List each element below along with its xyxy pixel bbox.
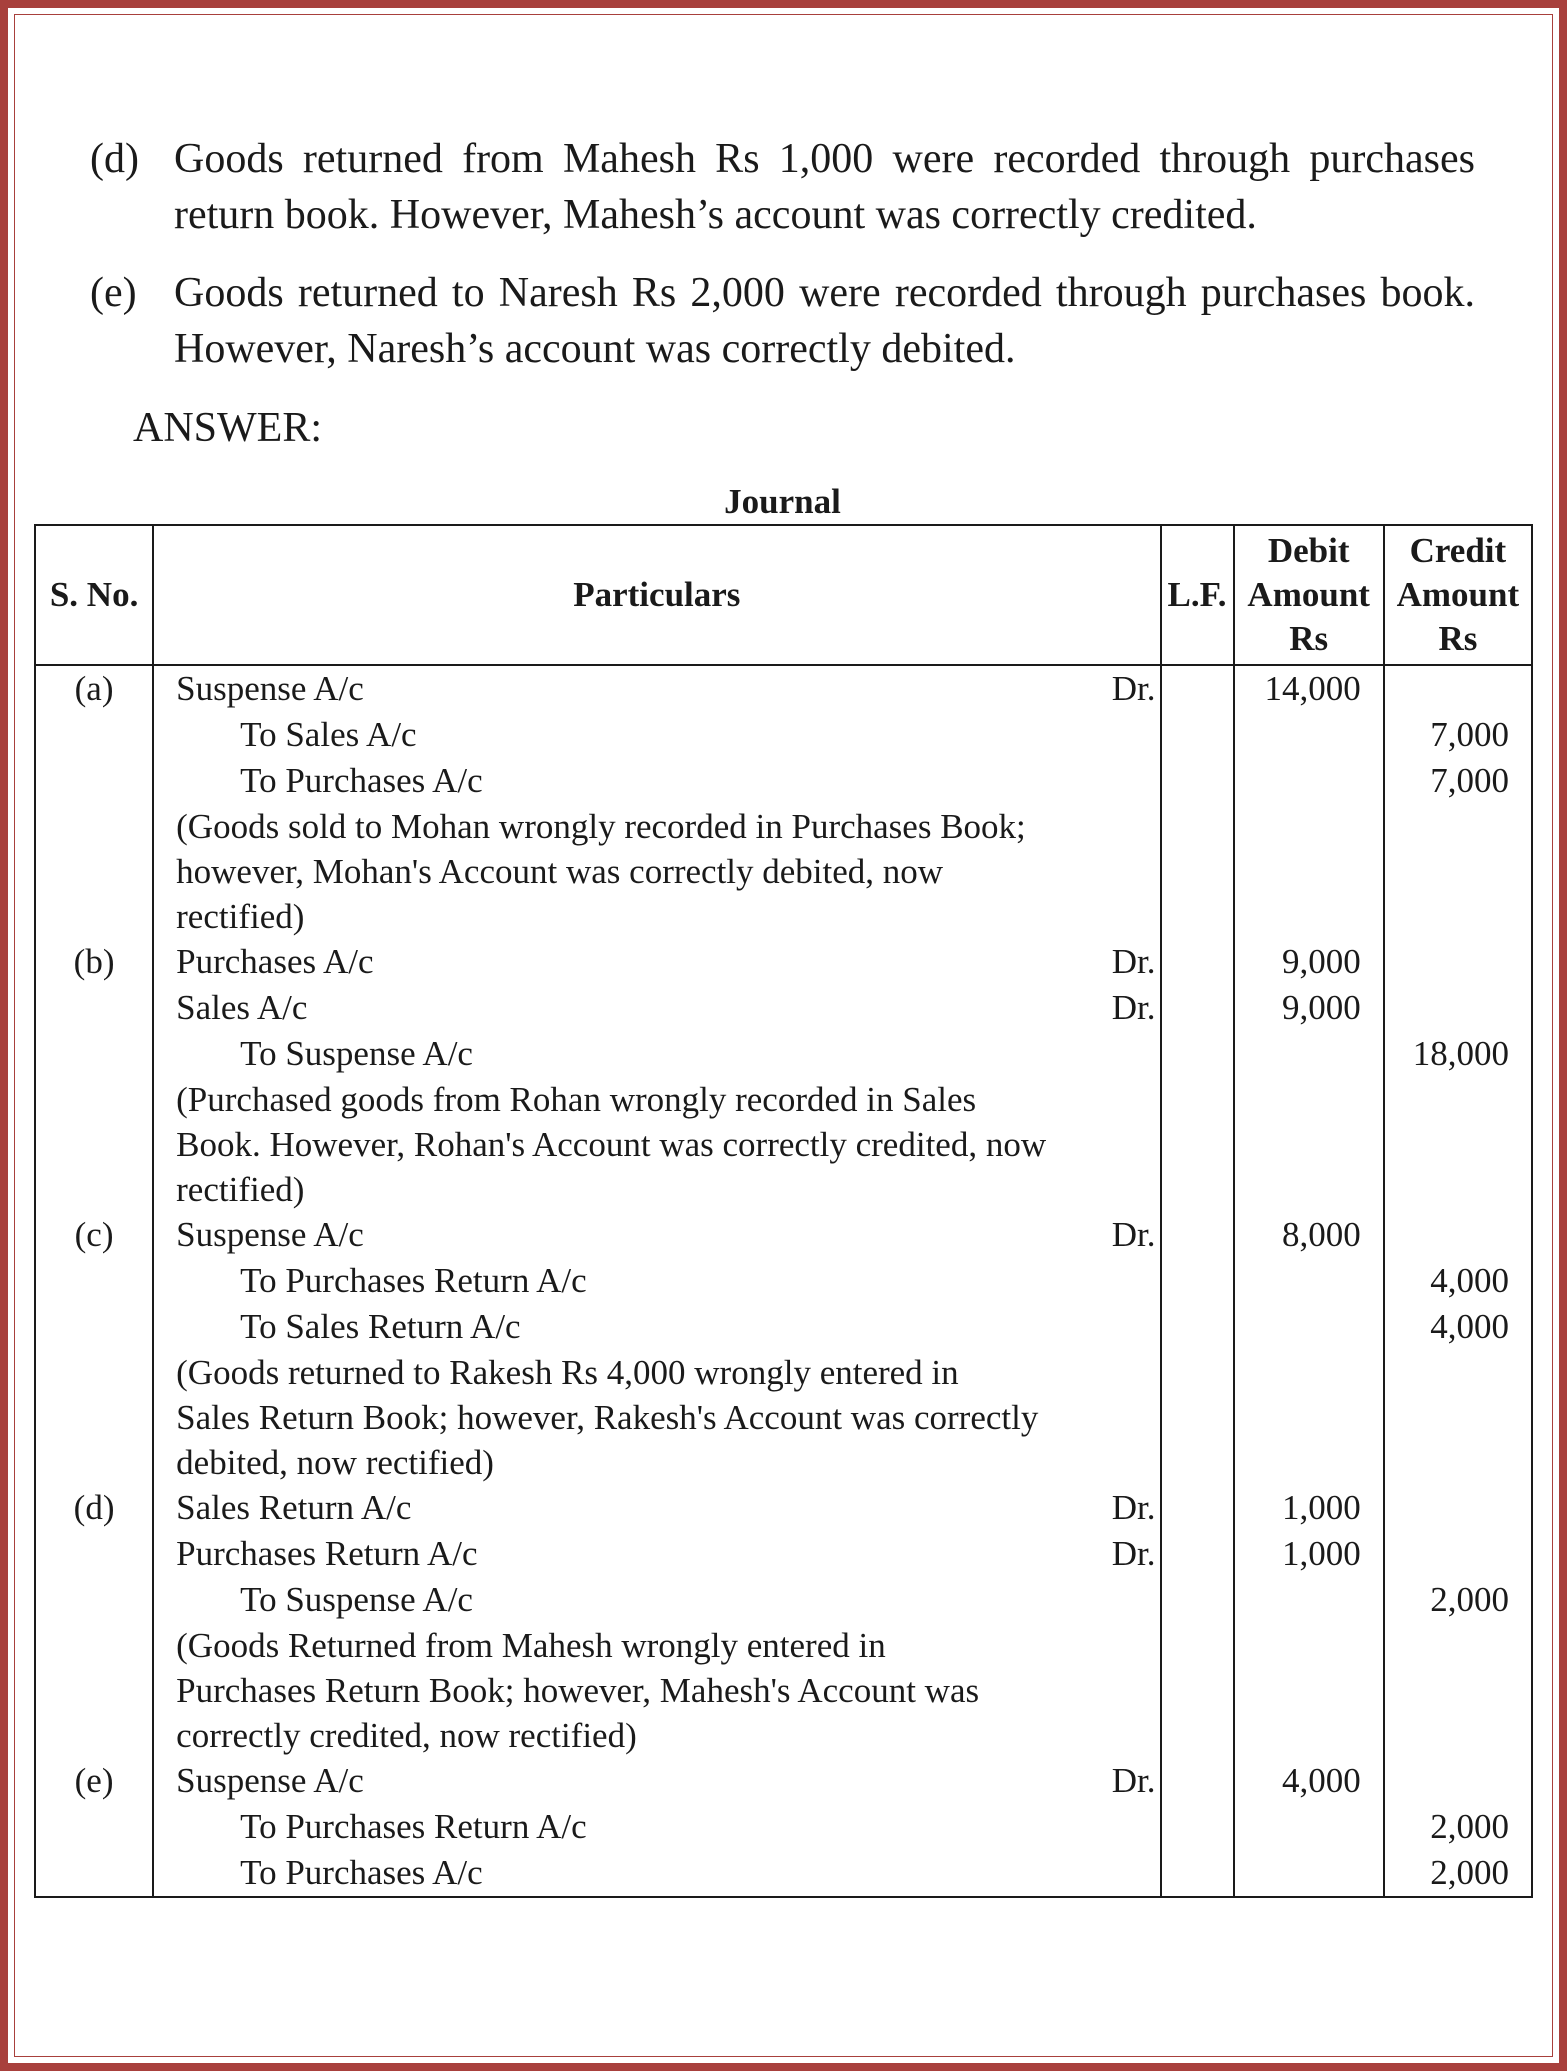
journal-body (35, 665, 1532, 1897)
narration-line: however, Mohan's Account was correctly debited, now (176, 852, 944, 891)
credit-amount: 4,000 (1430, 1261, 1509, 1300)
entry-particulars (153, 1758, 1160, 1897)
entry-credit-amounts (1384, 665, 1532, 939)
account-name: Purchases Return A/c (176, 1534, 478, 1573)
dr-marker: Dr. (1111, 669, 1156, 708)
entry-debit-amounts (1234, 1212, 1384, 1485)
credit-amount-blank (1385, 985, 1509, 1031)
narration-line: Sales Return Book; however, Rakesh's Account was correctly (176, 1398, 1039, 1437)
narration-line: (Purchased goods from Rohan wrongly recorded in Sales (176, 1080, 977, 1119)
account-name: Suspense A/c (176, 1215, 364, 1254)
entry-sno: (a) (35, 665, 153, 939)
account-name: Sales Return A/c (176, 1488, 412, 1527)
journal-title: Journal (724, 482, 841, 521)
journal-entry-row (35, 1758, 1532, 1897)
debit-amount: 14,000 (1264, 669, 1361, 708)
account-name: Suspense A/c (176, 669, 364, 708)
debit-account-line (176, 1485, 1155, 1531)
credit-amount-blank (1385, 1485, 1509, 1531)
narration-line: rectified) (176, 897, 305, 936)
header-credit-line: Rs (1438, 619, 1478, 658)
dr-marker: Dr. (1111, 1534, 1156, 1573)
debit-amount: 9,000 (1282, 942, 1361, 981)
question-d (90, 131, 1475, 243)
narration-line: rectified) (176, 1170, 305, 1209)
entry-particulars (153, 1212, 1160, 1485)
entry-lf (1161, 665, 1234, 939)
credit-amount-blank (1385, 1758, 1509, 1804)
credit-account-line: To Suspense A/c (240, 1034, 473, 1073)
dr-marker: Dr. (1111, 1488, 1156, 1527)
credit-account-line: To Purchases Return A/c (240, 1807, 587, 1846)
header-debit-amount (1234, 525, 1384, 665)
credit-account-line: To Suspense A/c (240, 1580, 473, 1619)
credit-amount: 2,000 (1430, 1853, 1509, 1892)
entry-lf (1161, 1758, 1234, 1897)
credit-amount-blank (1385, 939, 1509, 985)
journal-entry-row (35, 1212, 1532, 1485)
credit-amount-blank (1385, 666, 1509, 712)
credit-account-line: To Sales A/c (240, 715, 417, 754)
narration-line: (Goods Returned from Mahesh wrongly entered in (176, 1626, 886, 1665)
header-credit-line: Amount (1396, 575, 1520, 614)
dr-marker: Dr. (1111, 1215, 1156, 1254)
credit-account-line: To Purchases Return A/c (240, 1261, 587, 1300)
account-name: Sales A/c (176, 988, 308, 1027)
debit-account-line (176, 1758, 1155, 1804)
credit-amount: 18,000 (1412, 1034, 1509, 1073)
credit-amount: 7,000 (1430, 715, 1509, 754)
header-lf: L.F. (1161, 525, 1234, 665)
question-label: (e) (90, 270, 137, 316)
entry-sno: (b) (35, 939, 153, 1212)
header-particulars: Particulars (153, 525, 1160, 665)
entry-lf (1161, 1485, 1234, 1758)
question-text: Goods returned to Naresh Rs 2,000 were recorded through purchases book. However, Naresh’s account was correctly debited. (174, 270, 1475, 372)
journal-entry-row (35, 665, 1532, 939)
debit-account-line (176, 666, 1155, 712)
header-debit-line: Amount (1247, 575, 1370, 614)
debit-amount: 8,000 (1282, 1215, 1361, 1254)
narration-line: correctly credited, now rectified) (176, 1716, 637, 1755)
debit-amount: 1,000 (1282, 1488, 1361, 1527)
header-sno: S. No. (35, 525, 153, 665)
credit-account-line: To Sales Return A/c (240, 1307, 521, 1346)
dr-marker: Dr. (1111, 988, 1156, 1027)
entry-credit-amounts (1384, 939, 1532, 1212)
account-name: Suspense A/c (176, 1761, 364, 1800)
entry-debit-amounts (1234, 665, 1384, 939)
entry-credit-amounts (1384, 1758, 1532, 1897)
debit-account-line (176, 939, 1155, 985)
narration-line: Book. However, Rohan's Account was correctly credited, now (176, 1125, 1047, 1164)
entry-lf (1161, 939, 1234, 1212)
header-credit-line: Credit (1409, 531, 1507, 570)
narration-line: (Goods returned to Rakesh Rs 4,000 wrongly entered in (176, 1353, 959, 1392)
credit-amount: 4,000 (1430, 1307, 1509, 1346)
dr-marker: Dr. (1111, 1761, 1156, 1800)
entry-debit-amounts (1234, 1758, 1384, 1897)
journal-entry-row (35, 1485, 1532, 1758)
narration-line: debited, now rectified) (176, 1443, 494, 1482)
entry-particulars (153, 1485, 1160, 1758)
debit-account-line (176, 1212, 1155, 1258)
entry-debit-amounts (1234, 939, 1384, 1212)
entry-credit-amounts (1384, 1212, 1532, 1485)
debit-amount: 9,000 (1282, 988, 1361, 1027)
question-e (90, 265, 1475, 377)
answer-heading: ANSWER: (133, 405, 322, 451)
entry-particulars (153, 939, 1160, 1212)
journal-header-row (35, 525, 1532, 665)
entry-debit-amounts (1234, 1485, 1384, 1758)
journal-entry-row (35, 939, 1532, 1212)
journal-table (34, 524, 1533, 1898)
credit-amount: 2,000 (1430, 1807, 1509, 1846)
header-debit-line: Debit (1267, 531, 1350, 570)
entry-sno: (d) (35, 1485, 153, 1758)
header-debit-line: Rs (1289, 619, 1329, 658)
question-text: Goods returned from Mahesh Rs 1,000 were recorded through purchases return book. However, Mahesh’s account was correctly credited. (174, 136, 1475, 238)
credit-account-line: To Purchases A/c (240, 1853, 483, 1892)
narration-line: (Goods sold to Mohan wrongly recorded in Purchases Book; (176, 807, 1026, 846)
dr-marker: Dr. (1111, 942, 1156, 981)
entry-credit-amounts (1384, 1485, 1532, 1758)
header-credit-amount (1384, 525, 1532, 665)
account-name: Purchases A/c (176, 942, 374, 981)
debit-account-line (176, 985, 1155, 1031)
credit-amount-blank (1385, 1212, 1509, 1258)
credit-amount-blank (1385, 1531, 1509, 1577)
debit-account-line (176, 1531, 1155, 1577)
debit-amount: 1,000 (1282, 1534, 1361, 1573)
entry-sno: (e) (35, 1758, 153, 1897)
narration-line: Purchases Return Book; however, Mahesh's Account was (176, 1671, 980, 1710)
entry-sno: (c) (35, 1212, 153, 1485)
credit-account-line: To Purchases A/c (240, 761, 483, 800)
entry-particulars (153, 665, 1160, 939)
question-label: (d) (90, 136, 139, 182)
entry-lf (1161, 1212, 1234, 1485)
credit-amount: 7,000 (1430, 761, 1509, 800)
credit-amount: 2,000 (1430, 1580, 1509, 1619)
debit-amount: 4,000 (1282, 1761, 1361, 1800)
